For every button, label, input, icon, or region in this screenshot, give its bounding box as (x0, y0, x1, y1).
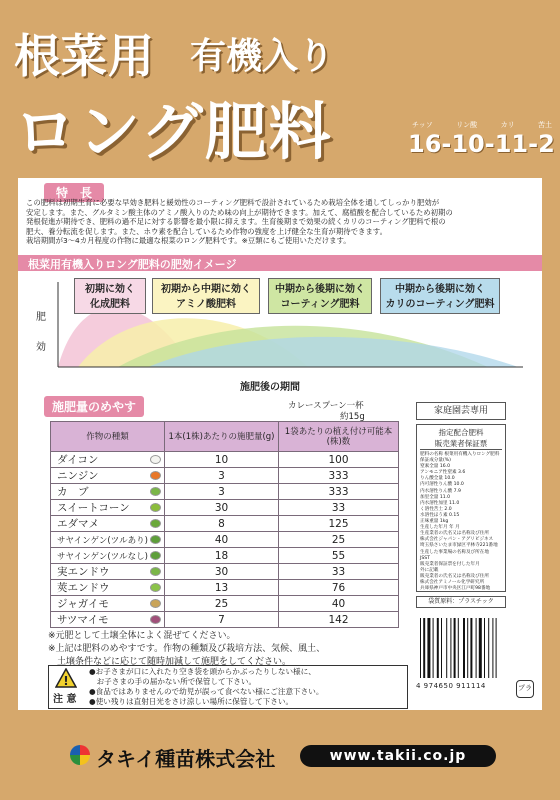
barcode-bar (450, 618, 451, 678)
spec-line: 内水溶性りん酸 7.9 (420, 488, 461, 494)
amount-value: 30 (165, 500, 279, 516)
count-value: 33 (279, 564, 399, 580)
barcode-bar (488, 618, 489, 678)
spec-line: 販売業者保証票を付した年月 (420, 561, 480, 567)
amount-value: 30 (165, 564, 279, 580)
vegetable-icon (150, 503, 161, 512)
crop-name-text: 実エンドウ (57, 566, 110, 578)
features-line: この肥料は初期生育に必要な早効き肥料と緩効性のコーティング肥料で設計されているため栽培全体を通してしっかり肥効が (26, 198, 440, 207)
crop-name (51, 452, 165, 468)
barcode-bar (454, 618, 456, 678)
crop-name-text: カ ブ (57, 486, 89, 498)
caution-line: ●お子さまが口に入れたり空き袋を頭からかぶったりしない様に、 (89, 667, 316, 676)
effect-box-line: 初期から中期に効く (161, 284, 251, 295)
table-row (51, 612, 399, 628)
count-value: 40 (279, 596, 399, 612)
vegetable-icon (150, 471, 161, 480)
spec-line: 生産業者の氏名又は名称及び住所 (420, 531, 489, 537)
spoon-weight: 約15g (340, 412, 365, 422)
spec-line: 株式会社アミノール化学研究所 (420, 579, 485, 585)
effect-box-line: 初期に効く (85, 284, 135, 295)
amount-title: 施肥量のめやす (44, 396, 144, 417)
spec-line: 内水溶性加里 11.0 (420, 500, 460, 506)
vegetable-icon (150, 599, 161, 608)
crop-name-text: ジャガイモ (57, 598, 109, 610)
note: ※元肥として土壌全体によく混ぜてください。 (48, 631, 236, 641)
effect-box-line: 中期から後期に効く (275, 284, 365, 295)
url-link[interactable]: www.takii.co.jp (300, 745, 496, 767)
spec-line: 販売業者の氏名又は名称及び住所 (420, 573, 489, 579)
table-row (51, 500, 399, 516)
th-count: 1袋あたりの植え付け可能本(株)数 (279, 422, 399, 452)
note: 土壌条件などに応じて随時加減して施肥をしてください。 (48, 657, 292, 667)
count-value: 333 (279, 468, 399, 484)
barcode-number: 4 974650 911114 (416, 682, 486, 690)
effect-box-line: 化成肥料 (90, 299, 130, 310)
table-row (51, 452, 399, 468)
spec-line: 保証成分量(%) (420, 458, 451, 464)
count-value: 100 (279, 452, 399, 468)
amount-value: 3 (165, 468, 279, 484)
table-row (51, 580, 399, 596)
title-line2: ロング肥料 (14, 95, 333, 168)
crop-name-text: サツマイモ (57, 614, 109, 626)
barcode-bar (463, 618, 465, 678)
spec-lines (420, 452, 502, 592)
features-line: 栽培期間が3～4カ月程度の作物に最適な根菜のロング肥料です。※豆類にもご使用いただけます。 (26, 236, 351, 246)
barcode-bar (420, 618, 421, 678)
table-row (51, 548, 399, 564)
features-line: 発根促進が期待でき、肥料の過不足に対する影響を最小限に抑えます。生育後期まで効果の続くカリのコーティング肥料で根の (26, 217, 446, 227)
material-box: 袋質原料：プラスチック (416, 596, 506, 608)
vegetable-icon (150, 455, 161, 464)
table-row (51, 516, 399, 532)
vegetable-icon (150, 567, 161, 576)
title-line1: 根菜用 (14, 29, 155, 83)
barcode-bar (433, 618, 434, 678)
barcode-bar (496, 618, 497, 678)
spec-line: く溶性苦土 2.0 (420, 506, 452, 512)
amount-value: 7 (165, 612, 279, 628)
spec-line: 埼玉県さいたま市緑区平林寺221番地 (420, 543, 498, 549)
barcode-bar (484, 618, 485, 678)
cert-title: 販売業者保証票 (420, 438, 502, 450)
count-value: 142 (279, 612, 399, 628)
crop-name (51, 580, 165, 596)
crop-name-text: サヤインゲン(ツルなし) (57, 551, 148, 562)
count-value: 125 (279, 516, 399, 532)
amount-value: 18 (165, 548, 279, 564)
spoon-note: カレースプーン一杯 (288, 401, 364, 411)
company-name: タキイ種苗株式会社 (96, 747, 276, 771)
crop-name (51, 564, 165, 580)
npk-label: 苦土 (537, 121, 552, 129)
amount-value: 13 (165, 580, 279, 596)
barcode-bar (470, 618, 472, 678)
cert-title: 指定配合肥料 (438, 428, 484, 437)
recycle-plastic-icon: プラ (516, 680, 534, 698)
barcode-bar (446, 618, 447, 678)
crop-name (51, 516, 165, 532)
features-title: 特 長 (44, 183, 104, 202)
vegetable-icon (150, 615, 161, 624)
th-amount: 1本(1株)あたりの施肥量(g) (165, 422, 279, 452)
amount-table (50, 421, 399, 628)
amount-value: 3 (165, 484, 279, 500)
spec-line: 株式会社ジャパン・アグリビジネス (420, 537, 494, 543)
spec-line: アンモニア性窒素 3.6 (420, 470, 466, 476)
count-value: 76 (279, 580, 399, 596)
barcode-bar (479, 618, 482, 678)
table-row (51, 532, 399, 548)
caution-box (48, 665, 408, 709)
amount-value: 10 (165, 452, 279, 468)
spec-line: 生産した事業場の名称及び所在地 (420, 549, 489, 555)
note: ※上記は肥料のめやすです。作物の種類及び栽培方法、気候、風土、 (48, 644, 326, 654)
caution-line: お子さまの手の届かない所で保管して下さい。 (89, 677, 257, 686)
barcode-bar (467, 618, 468, 678)
table-row (51, 468, 399, 484)
barcode-bar (476, 618, 477, 678)
vegetable-icon (150, 583, 161, 592)
amount-value: 25 (165, 596, 279, 612)
effect-box (380, 278, 500, 314)
effect-box (74, 278, 146, 314)
effect-box-line: アミノ酸肥料 (176, 299, 236, 310)
crop-name (51, 548, 165, 564)
barcode-bar (437, 618, 439, 678)
table-row (51, 564, 399, 580)
spec-line: 外に記載 (420, 567, 439, 573)
takii-logo-icon (70, 745, 90, 765)
crop-name (51, 484, 165, 500)
npk-ratio: 16-10-11-2 (408, 130, 555, 158)
crop-name-text: サヤインゲン(ツルあり) (57, 535, 148, 546)
features-line: 安定します。また、グルタミン酸主体のアミノ酸入りのため味の向上が期待できます。加えて、腐植酸を配合しているため初期の (26, 207, 453, 217)
npk-label: チッソ (412, 121, 433, 129)
npk-label: リン酸 (456, 121, 478, 129)
npk-labels (412, 120, 552, 130)
table-row (51, 484, 399, 500)
count-value: 55 (279, 548, 399, 564)
caution-icon (55, 668, 77, 688)
effect-box-line: コーティング肥料 (280, 299, 360, 310)
svg-text:!: ! (63, 674, 69, 688)
effect-image-band: 根菜用有機入りロング肥料の肥効イメージ (18, 255, 542, 271)
caution-line: ●使い残りは直射日光をさけ涼しい場所に保管して下さい。 (89, 697, 294, 706)
crop-name (51, 468, 165, 484)
crop-name-text: 莢エンドウ (57, 582, 110, 594)
vegetable-icon (150, 487, 161, 496)
barcode (418, 618, 508, 680)
spec-line: 加里全量 11.0 (420, 494, 451, 500)
vegetable-icon (150, 551, 161, 560)
count-value: 25 (279, 532, 399, 548)
crop-name (51, 532, 165, 548)
caution-label: 注 意 (53, 694, 77, 705)
amount-value: 40 (165, 532, 279, 548)
crop-name (51, 596, 165, 612)
th-crop: 作物の種類 (51, 422, 165, 452)
count-value: 33 (279, 500, 399, 516)
crop-name-text: エダマメ (57, 518, 99, 530)
crop-name-text: ニンジン (57, 470, 99, 482)
barcode-bar (492, 618, 493, 678)
effect-box (152, 278, 260, 314)
spec-line: 窒素全量 16.0 (420, 464, 451, 470)
main-panel (18, 178, 542, 710)
graph-xlabel: 施肥後の期間 (240, 382, 300, 393)
barcode-bar (423, 618, 425, 678)
spec-line: JSST (420, 555, 430, 561)
caution-line: ●食品ではありませんので幼児が誤って食べない様にご注意下さい。 (89, 687, 324, 696)
spec-line: 肥料の名称 根菜用有機入りロング肥料 (420, 452, 500, 457)
spec-line: 正味重量 1kg (420, 519, 449, 525)
crop-name-text: スイートコーン (57, 502, 130, 514)
guarantee-box (416, 424, 506, 592)
crop-name (51, 612, 165, 628)
effect-box-line: カリのコーティング肥料 (385, 299, 495, 310)
spec-line: りん酸全量 10.0 (420, 476, 455, 482)
vegetable-icon (150, 519, 161, 528)
graph-ylabel: 効 (36, 342, 46, 353)
effect-box-line: 中期から後期に効く (395, 284, 485, 295)
graph-ylabel: 肥 (36, 312, 46, 323)
home-garden-box: 家庭園芸専用 (416, 402, 506, 420)
spec-line: 生産した年月 年 月 (420, 525, 460, 531)
npk-label: カリ (500, 121, 515, 129)
spec-line: 内可溶性りん酸 10.0 (420, 482, 464, 488)
barcode-bar (427, 618, 430, 678)
features-line: 肥大、養分転流を促します。また、ホウ素を配合しているため作物の強度を上げ健全な生育が期待できます。 (26, 226, 387, 236)
spec-line: 兵庫県神戸市中央区江戸町98番地 (420, 586, 491, 592)
features-text (26, 198, 536, 246)
vegetable-icon (150, 535, 161, 544)
table-row (51, 596, 399, 612)
caution-text (89, 667, 323, 707)
barcode-bar (441, 618, 442, 678)
title-organic: 有機入り (190, 36, 335, 77)
amount-value: 8 (165, 516, 279, 532)
count-value: 333 (279, 484, 399, 500)
crop-name-text: ダイコン (57, 454, 99, 466)
effect-box (268, 278, 372, 314)
barcode-bar (458, 618, 459, 678)
spec-line: 水溶性ほう素 0.15 (420, 512, 460, 518)
crop-name (51, 500, 165, 516)
